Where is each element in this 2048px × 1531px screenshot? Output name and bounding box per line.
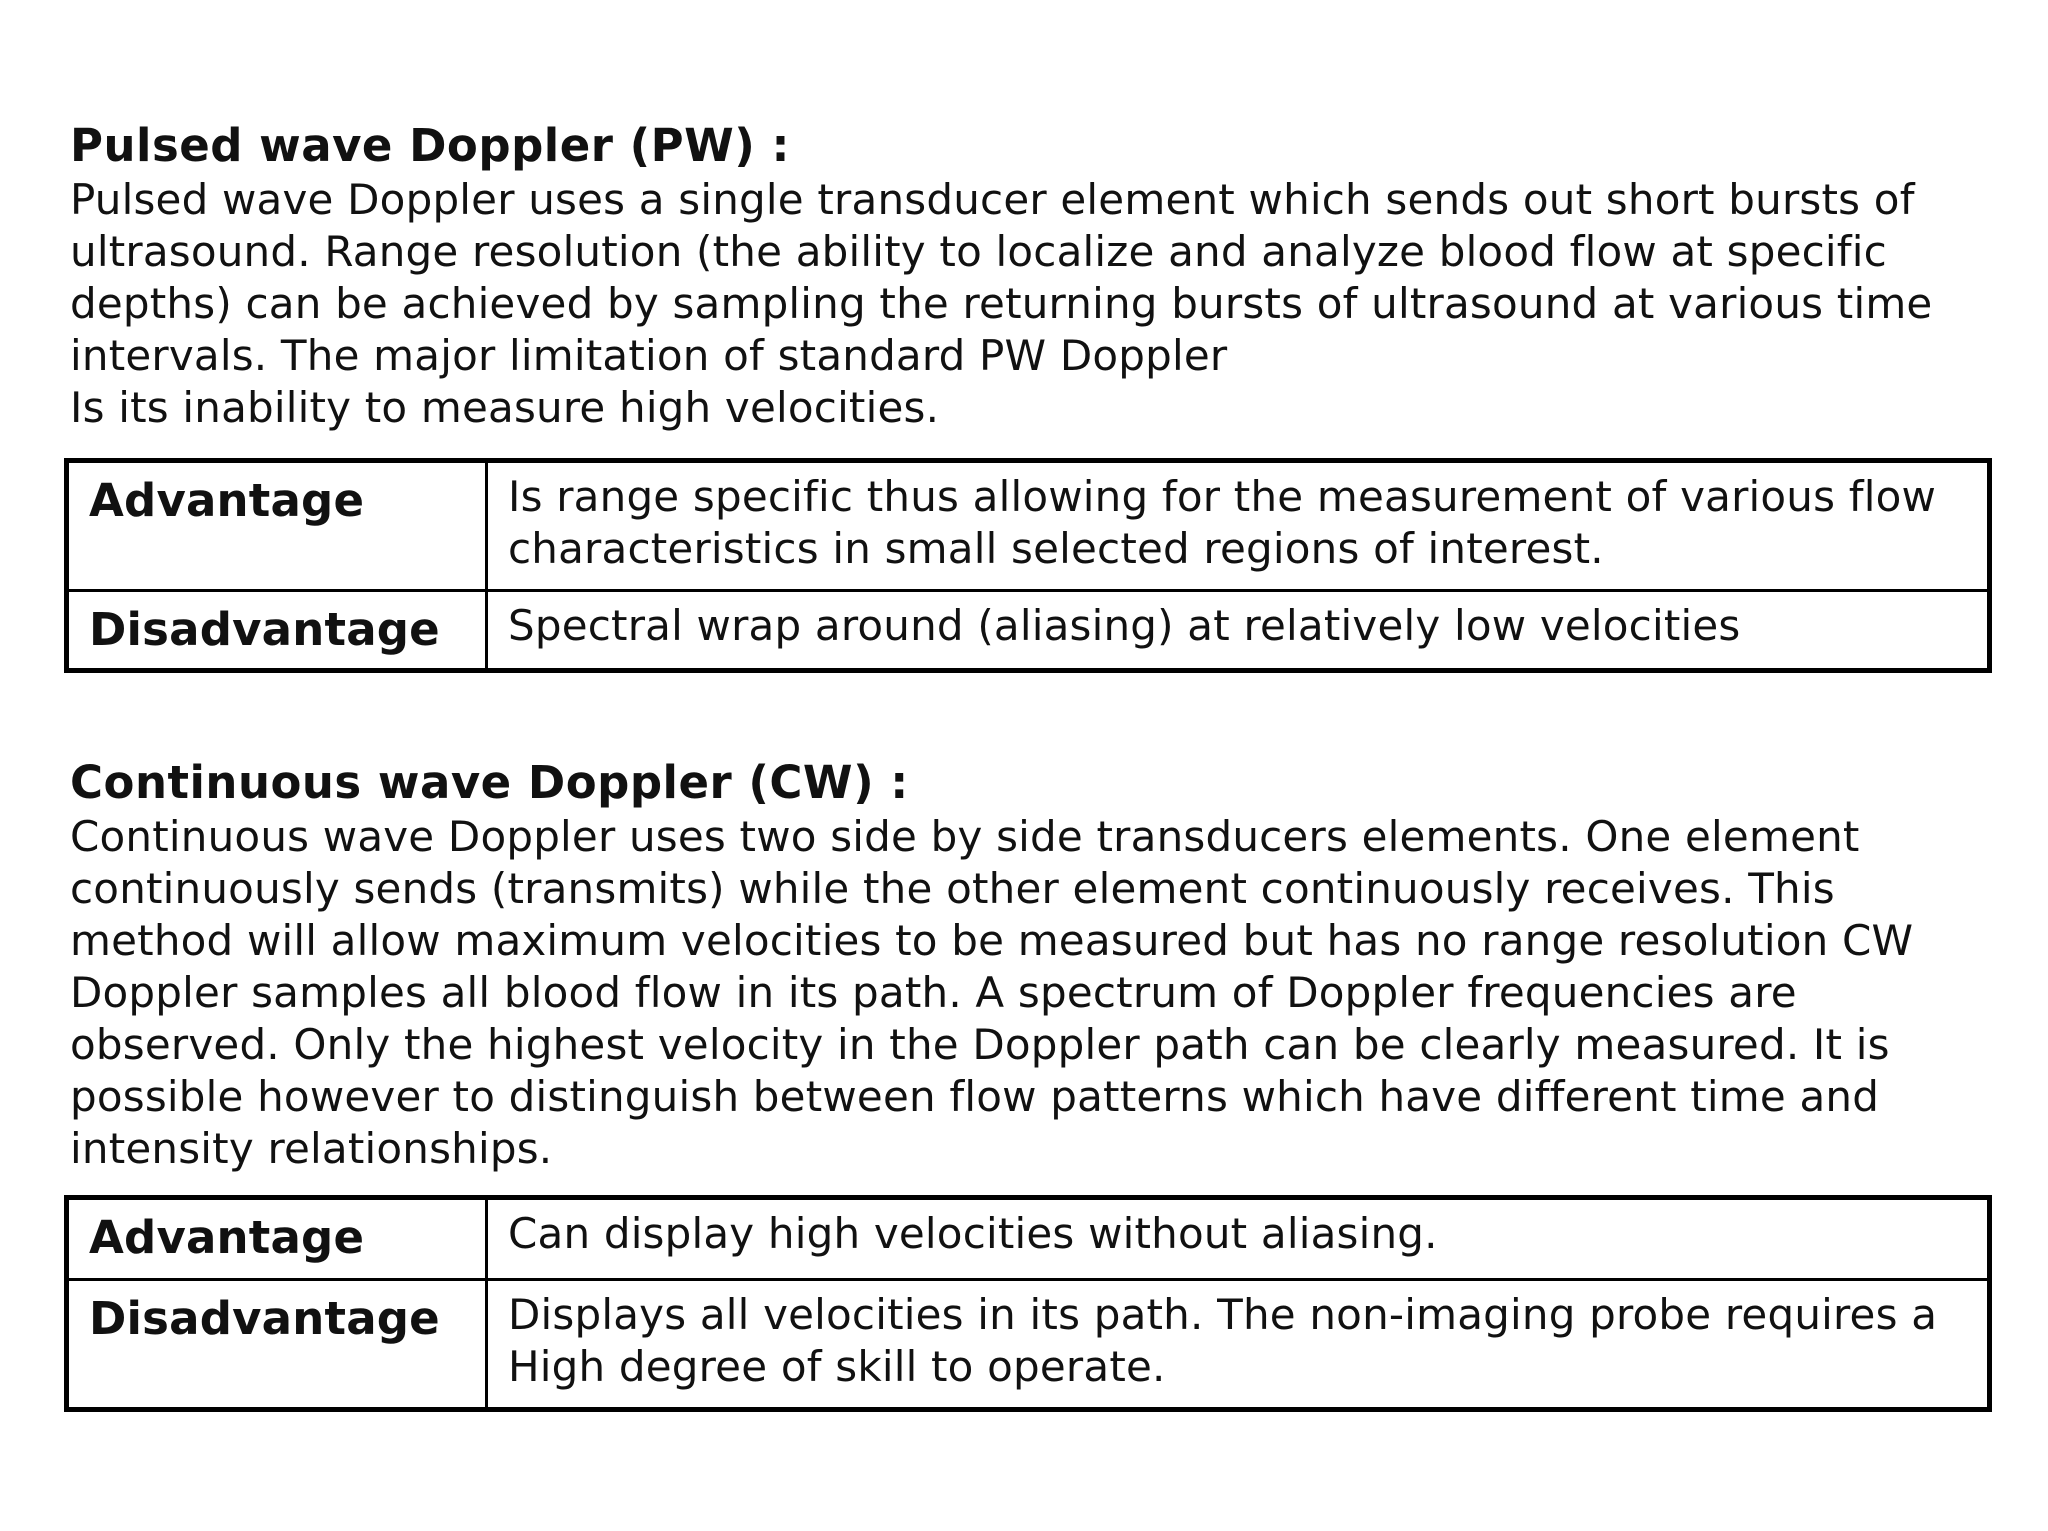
cw-disadvantage-label: Disadvantage — [67, 1280, 487, 1410]
pw-section — [70, 118, 2000, 434]
cw-paragraph-line: possible however to distinguish between flow patterns which have different time and — [70, 1072, 1880, 1121]
cw-advantage-row — [67, 1198, 1990, 1280]
pw-disadvantage-row — [67, 591, 1990, 671]
pw-heading: Pulsed wave Doppler (PW) : — [70, 119, 790, 172]
cw-paragraph-line: intensity relationships. — [70, 1124, 553, 1173]
pw-advantage-row — [67, 461, 1990, 591]
pw-disadvantage-line: Spectral wrap around (aliasing) at relatively low velocities — [508, 601, 1741, 650]
cw-advantages-table — [64, 1195, 1992, 1412]
cw-disadvantage-row — [67, 1280, 1990, 1410]
pw-paragraph-line: ultrasound. Range resolution (the ability to localize and analyze blood flow at specific — [70, 227, 1887, 276]
cw-paragraph-line: method will allow maximum velocities to be measured but has no range resolution CW — [70, 916, 1914, 965]
pw-advantage-line: Is range specific thus allowing for the measurement of various flow — [508, 472, 1937, 521]
pw-paragraph-line: intervals. The major limitation of standard PW Doppler — [70, 331, 1228, 380]
pw-advantage-label: Advantage — [67, 461, 487, 591]
cw-section — [70, 755, 2000, 1175]
pw-disadvantage-label: Disadvantage — [67, 591, 487, 671]
pw-paragraph-line: Is its inability to measure high velocities. — [70, 383, 940, 432]
pw-disadvantage-text — [487, 591, 1990, 671]
cw-paragraph-line: Doppler samples all blood flow in its path. A spectrum of Doppler frequencies are — [70, 968, 1797, 1017]
cw-paragraph-line: observed. Only the highest velocity in the Doppler path can be clearly measured. It is — [70, 1020, 1890, 1069]
cw-paragraph-line: Continuous wave Doppler uses two side by side transducers elements. One element — [70, 812, 1860, 861]
cw-disadvantage-line: High degree of skill to operate. — [508, 1342, 1166, 1391]
cw-disadvantage-line: Displays all velocities in its path. The non-imaging probe requires a — [508, 1290, 1938, 1339]
cw-paragraph-line: continuously sends (transmits) while the other element continuously receives. This — [70, 864, 1835, 913]
cw-advantage-text — [487, 1198, 1990, 1280]
cw-advantage-line: Can display high velocities without aliasing. — [508, 1209, 1438, 1258]
pw-paragraph-line: Pulsed wave Doppler uses a single transducer element which sends out short bursts of — [70, 175, 1915, 224]
pw-advantage-line: characteristics in small selected regions of interest. — [508, 524, 1604, 573]
cw-disadvantage-text — [487, 1280, 1990, 1410]
cw-advantage-label: Advantage — [67, 1198, 487, 1280]
pw-paragraph-line: depths) can be achieved by sampling the returning bursts of ultrasound at various time — [70, 279, 1933, 328]
cw-heading: Continuous wave Doppler (CW) : — [70, 756, 909, 809]
pw-advantages-table — [64, 458, 1992, 673]
pw-advantage-text — [487, 461, 1990, 591]
